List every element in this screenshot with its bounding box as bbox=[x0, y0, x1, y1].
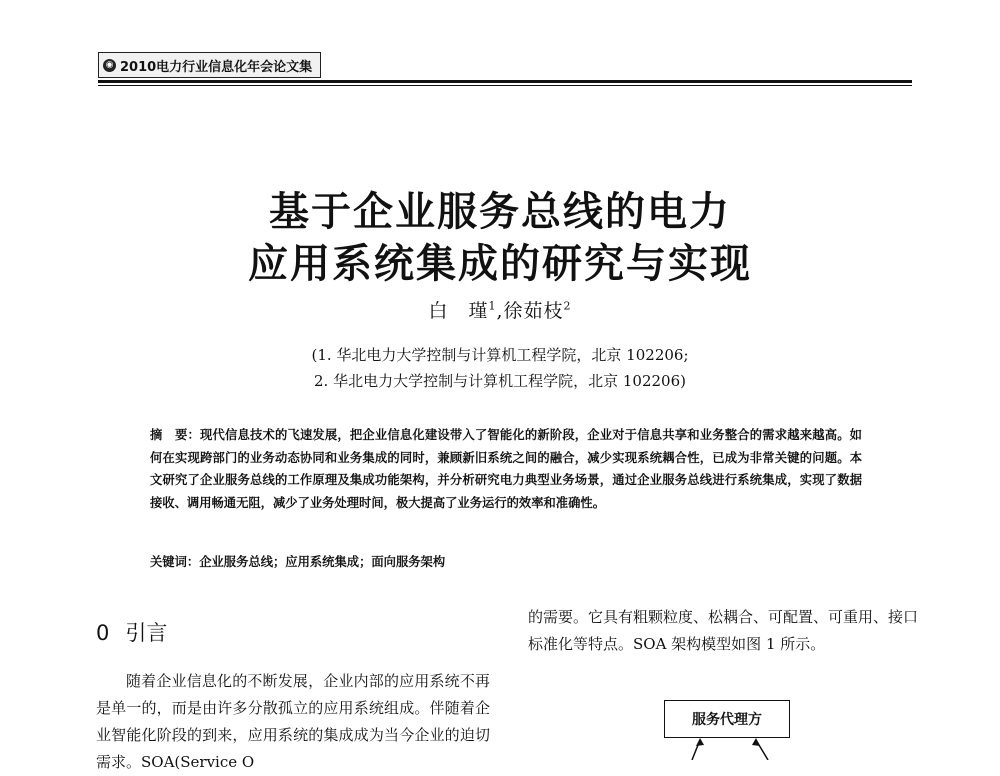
author-name: 白 瑾 bbox=[428, 300, 489, 322]
abstract bbox=[150, 424, 862, 515]
affiliation-line-2: 2. 华北电力大学控制与计算机工程学院，北京 102206) bbox=[314, 372, 686, 390]
affiliation-line-1: (1. 华北电力大学控制与计算机工程学院，北京 102206; bbox=[311, 346, 689, 364]
header-rule-thick bbox=[98, 80, 912, 83]
section-number: 0 bbox=[96, 621, 110, 645]
author-affiliation-marker: 2 bbox=[563, 299, 572, 313]
author-name: 徐茹枝 bbox=[503, 300, 564, 322]
proceedings-series-title: 2010电力行业信息化年会论文集 bbox=[120, 59, 313, 75]
proceedings-logo-icon: ◉ bbox=[103, 59, 116, 72]
author-affiliation-marker: 1 bbox=[488, 299, 497, 313]
keywords-text: 企业服务总线；应用系统集成；面向服务架构 bbox=[199, 555, 446, 569]
section-heading-introduction bbox=[96, 617, 167, 647]
keywords bbox=[150, 552, 862, 570]
author-separator: , bbox=[496, 300, 504, 322]
right-column-paragraph: 的需要。它具有粗颗粒度、松耦合、可配置、可重用、接口标准化等特点。SOA 架构模型如图 1 所示。 bbox=[528, 608, 919, 653]
keywords-label: 关键词： bbox=[150, 555, 200, 569]
section-title: 引言 bbox=[125, 621, 168, 645]
paper-title-line-1: 基于企业服务总线的电力 bbox=[269, 189, 731, 235]
proceedings-header-badge bbox=[98, 52, 321, 78]
intro-paragraph: 随着企业信息化的不断发展，企业内部的应用系统不再是单一的，而是由许多分散孤立的应用系统组成。伴随着企业智能化阶段的到来，应用系统的集成成为当今企业的迫切需求。SOA(Service O bbox=[96, 672, 490, 771]
abstract-text: 现代信息技术的飞速发展，把企业信息化建设带入了智能化的新阶段，企业对于信息共享和业务整合的需求越来越高。如何在实现跨部门的业务动态协同和业务集成的同时，兼顾新旧系统之间的融合，减少实现系统耦合性，已成为非常关键的问题。本文研究了企业服务总线的工作原理及集成功能架构，并分析研究电力典型业务场景，通过企业服务总线进行系统集成，实现了数据接收、调用畅通无阻，减少了业务处理时间，极大提高了业务运行的效率和准确性。 bbox=[150, 428, 862, 511]
figure-arrowhead-left bbox=[696, 738, 704, 746]
abstract-label: 摘 要： bbox=[150, 428, 200, 442]
paper-title-line-2: 应用系统集成的研究与实现 bbox=[248, 241, 752, 287]
header-rule-thin bbox=[98, 85, 912, 86]
figure-service-broker-box: 服务代理方 bbox=[664, 700, 790, 738]
figure-arrows bbox=[660, 738, 800, 760]
figure-arrowhead-right bbox=[752, 738, 760, 746]
author-list bbox=[0, 296, 1000, 323]
